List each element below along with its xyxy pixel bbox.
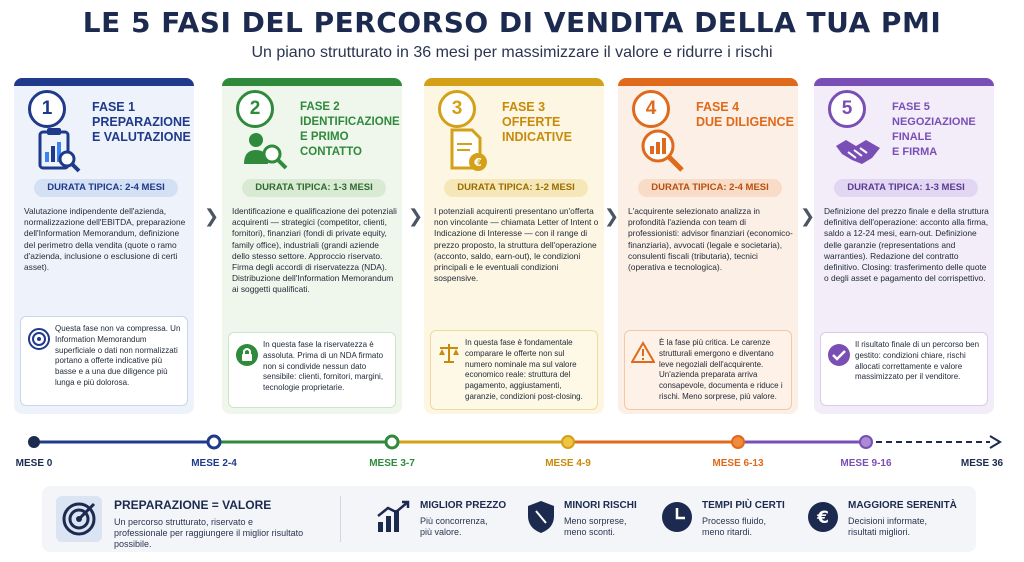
phase-number: 5 (828, 90, 866, 128)
phase-note-text: In questa fase la riservatezza è assoluta. Prima di un NDA firmato non si condivide nessun dato sensibile: clienti, fornitori, margini, tecnologie proprietarie. (263, 340, 384, 393)
magnifier-chart-icon (638, 126, 686, 174)
phase-number: 2 (236, 90, 274, 128)
phase-description: Identificazione e qualificazione dei potenziali acquirenti — strategici (competitor, clienti, fornitori), finanziari (fondi di private equity, family office), industriali (grandi aziende dello stesso settore. Approccio riservato. Firma degli accordi di riservatezza (NDA). Distribuzione dell'Information Memorandum ai soggetti qualificati. (232, 206, 397, 295)
phase-number: 4 (632, 90, 670, 128)
phase-title: FASE 5 NEGOZIAZIONE FINALE E FIRMA (892, 101, 976, 158)
check-circle-icon (827, 343, 851, 367)
phase-number: 1 (28, 90, 66, 128)
chevron-right-icon: ❯ (408, 206, 424, 226)
summary-title: PREPARAZIONE = VALORE (114, 498, 272, 512)
target-icon (27, 327, 51, 351)
benefit-text: Meno sorprese, meno sconti. (564, 516, 627, 537)
clock-icon (660, 500, 694, 534)
timeline-label: MESE 6-13 (712, 458, 764, 469)
people-search-icon (242, 126, 290, 174)
timeline-label: MESE 3-7 (369, 458, 415, 469)
phase-note (20, 316, 188, 406)
phase-note-text: Il risultato finale di un percorso ben gestito: condizioni chiare, rischi allocati correttamente e valore massimizzato per il venditore. (855, 340, 980, 382)
benefit-title: TEMPI PIÙ CERTI (702, 500, 785, 511)
phase-card-1 (14, 78, 194, 414)
phase-description: I potenziali acquirenti presentano un'offerta non vincolante — chiamata Letter of Intent o Indicazione di Interesse — con il range di prezzo proposto, la struttura dell'operazione (acconto, saldo, earn-out), le condizioni principali e le eventuali condizioni sospensive. (434, 206, 599, 284)
timeline-label: MESE 9-16 (840, 458, 892, 469)
handshake-icon (834, 126, 882, 174)
lock-icon (235, 343, 259, 367)
timeline-label: MESE 36 (960, 458, 1004, 469)
phase-note-text: Questa fase non va compressa. Un Information Memorandum superficiale o dati non normalizzati portano a offerte indicative più basse e a una due diligence più lunga e più dolorosa. (55, 324, 181, 387)
phase-title: FASE 3 OFFERTE INDICATIVE (502, 100, 572, 144)
phase-description: Valutazione indipendente dell'azienda, normalizzazione dell'EBITDA, preparazione dell'Information Memorandum, definizione del perimetro della vendita (quote o ramo d'azienda, inclusione o esclusione di certi asset). (24, 206, 186, 273)
durata-badge: DURATA TIPICA: 2-4 MESI (638, 179, 782, 197)
summary-text: Un percorso strutturato, riservato e professionale per raggiungere il miglior risultato possibile. (114, 517, 304, 549)
page-title: LE 5 FASI DEL PERCORSO DI VENDITA DELLA TUA PMI (82, 6, 942, 39)
timeline-dot (386, 436, 398, 448)
benefit-title: MAGGIORE SERENITÀ (848, 500, 957, 511)
benefit-title: MINORI RISCHI (564, 500, 637, 511)
document-euro-icon (444, 126, 492, 174)
svg-text:€: € (474, 156, 482, 169)
timeline-label: MESE 2-4 (191, 458, 237, 469)
timeline-label: MESE 0 (15, 458, 53, 469)
durata-badge: DURATA TIPICA: 1-2 MESI (444, 179, 588, 197)
phase-title: FASE 2 IDENTIFICAZIONE E PRIMO CONTATTO (300, 101, 400, 158)
growth-chart-icon (376, 500, 410, 534)
chevron-right-icon: ❯ (204, 206, 220, 226)
phase-note-text: In questa fase è fondamentale comparare le offerte non sul numero nominale ma sul valore economico reale: struttura del pagamento, aggiustamenti, garanzie, condizioni post-closing. (465, 338, 583, 401)
benefit-text: Più concorrenza, più valore. (420, 516, 488, 537)
timeline-dot (732, 436, 744, 448)
svg-text:€: € (817, 508, 829, 528)
phase-note-text: È la fase più critica. Le carenze strutturali emergono e diventano leve negoziali dell'acquirente. Un'azienda preparata arriva consapevole, documenta e riduce i rischi. Meno sorprese, più valore. (659, 338, 783, 401)
timeline-label: MESE 4-9 (545, 458, 591, 469)
euro-icon (806, 500, 840, 534)
timeline-dot (208, 436, 220, 448)
benefit-title: MIGLIOR PREZZO (420, 500, 507, 511)
timeline-arrow-icon (990, 436, 1000, 448)
phase-note (228, 332, 396, 408)
warning-icon (631, 341, 655, 365)
shield-icon (526, 500, 556, 534)
benefit-text: Processo fluido, meno ritardi. (702, 516, 767, 537)
phase-card-3 (424, 78, 604, 414)
phase-description: Definizione del prezzo finale e della struttura definitiva dell'operazione: acconto alla firma, saldo a 12-24 mesi, earn-out. Definizione delle garanzie (representations and warranties). Redazione del contratto definitivo. Closing: trasferimento delle quote o degli asset e pagamento del corrispettivo. (824, 206, 989, 284)
clipboard-chart-icon (34, 126, 82, 174)
chevron-right-icon: ❯ (800, 206, 816, 226)
phase-note (430, 330, 598, 410)
phase-card-2 (222, 78, 402, 414)
phase-title: FASE 4 DUE DILIGENCE (696, 100, 794, 129)
phase-card-5 (814, 78, 994, 414)
durata-badge: DURATA TIPICA: 1-3 MESI (242, 179, 386, 197)
timeline-dot (860, 436, 872, 448)
target-icon (56, 496, 102, 542)
phase-card-4 (618, 78, 798, 414)
summary-panel (42, 486, 976, 552)
benefit-text: Decisioni informate, risultati migliori. (848, 516, 928, 537)
phase-number: 3 (438, 90, 476, 128)
timeline-dot (28, 436, 40, 448)
phase-note (820, 332, 988, 406)
phase-description: L'acquirente selezionato analizza in profondità l'azienda con team di professionisti: advisor finanziari (economico-finanziaria), avvocati (legale e societaria), consulenti fiscali (tributaria), tecnici (operativa e tecnologica). (628, 206, 793, 273)
phase-note (624, 330, 792, 410)
scale-icon (437, 341, 461, 365)
timeline-dot (562, 436, 574, 448)
durata-badge: DURATA TIPICA: 1-3 MESI (834, 179, 978, 197)
phase-title: FASE 1 PREPARAZIONE E VALUTAZIONE (92, 100, 191, 144)
page-subtitle: Un piano strutturato in 36 mesi per massimizzare il valore e ridurre i rischi (251, 44, 773, 61)
durata-badge: DURATA TIPICA: 2-4 MESI (34, 179, 178, 197)
divider (340, 496, 341, 542)
chevron-right-icon: ❯ (604, 206, 620, 226)
